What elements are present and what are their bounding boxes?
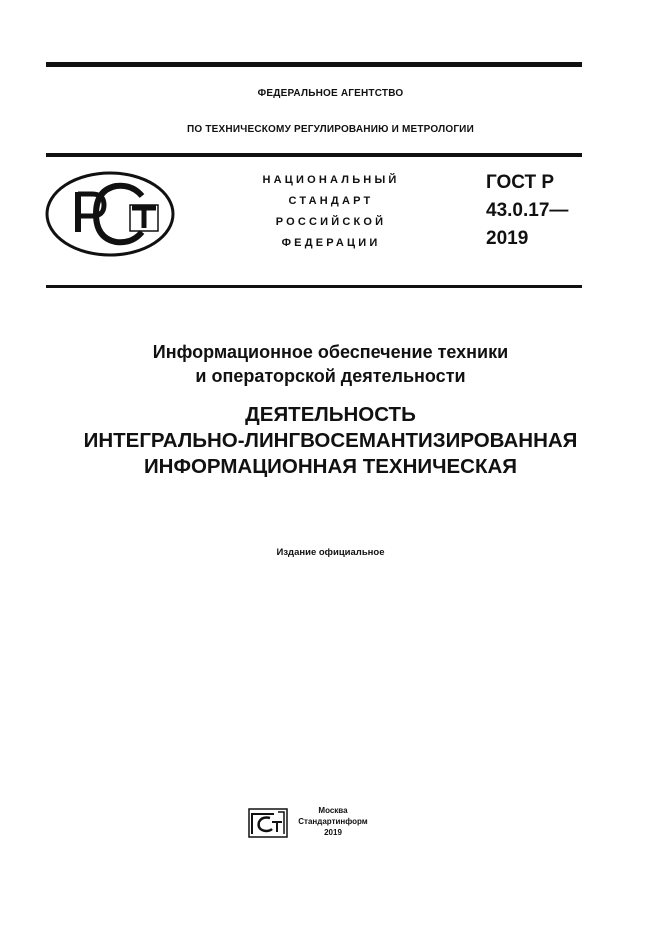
standartinform-logo-icon — [248, 808, 288, 838]
agency-name-line1: ФЕДЕРАЛЬНОЕ АГЕНТСТВО — [257, 88, 404, 99]
designation-line2: 43.0.17— — [486, 200, 569, 221]
publisher-name: Стандартинформ — [298, 817, 368, 826]
title-line2: ИНТЕГРАЛЬНО-ЛИНГВОСЕМАНТИЗИРОВАННАЯ — [83, 429, 578, 452]
bottom-rule — [46, 285, 582, 288]
rst-gost-emblem-icon — [44, 170, 176, 258]
agency-name-line2: ПО ТЕХНИЧЕСКОМУ РЕГУЛИРОВАНИЮ И МЕТРОЛОГИИ — [187, 124, 474, 135]
standard-type — [236, 170, 426, 254]
title-line1: ДЕЯТЕЛЬНОСТЬ — [245, 403, 416, 426]
document-title — [0, 402, 661, 480]
designation-line1: ГОСТ Р — [486, 172, 555, 193]
publisher-info — [298, 805, 368, 838]
top-rule — [46, 62, 582, 67]
publisher-year: 2019 — [324, 828, 342, 837]
title-line3: ИНФОРМАЦИОННАЯ ТЕХНИЧЕСКАЯ — [143, 455, 518, 478]
standard-type-line3: РОССИЙСКОЙ — [275, 216, 387, 228]
subtitle-line2: и операторской деятельности — [195, 366, 466, 386]
designation-line3: 2019 — [486, 228, 529, 249]
standard-type-line2: СТАНДАРТ — [288, 195, 374, 207]
standard-type-line4: ФЕДЕРАЦИИ — [281, 237, 381, 249]
document-subtitle — [0, 340, 661, 388]
publisher-city: Москва — [318, 806, 348, 815]
middle-rule — [46, 153, 582, 157]
standard-type-line1: НАЦИОНАЛЬНЫЙ — [262, 174, 400, 186]
edition-label: Издание официальное — [276, 547, 385, 558]
subtitle-line1: Информационное обеспечение техники — [152, 342, 509, 362]
standard-designation — [486, 169, 568, 253]
